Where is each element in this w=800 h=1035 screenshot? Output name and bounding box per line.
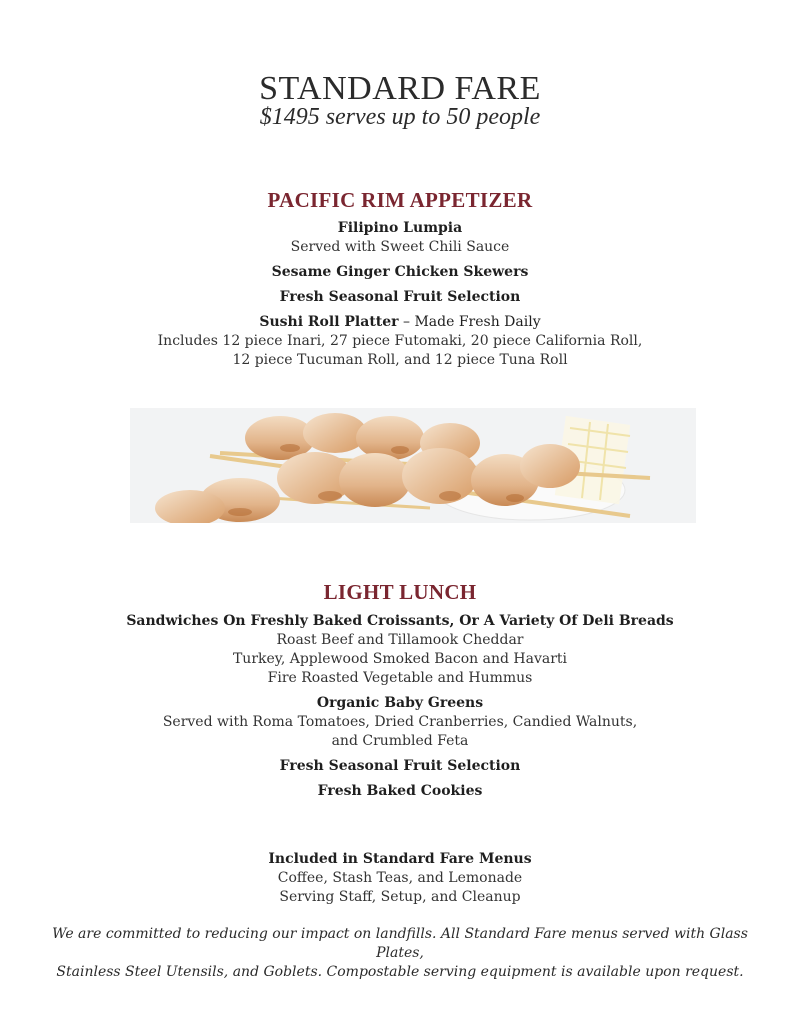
- included-line-2: Serving Staff, Setup, and Cleanup: [279, 889, 521, 905]
- included-block: [0, 850, 800, 907]
- appetizer-items: [0, 219, 800, 370]
- greens-line-1: Served with Roma Tomatoes, Dried Cranberries, Candied Walnuts,: [162, 714, 638, 730]
- cookies-title: Fresh Baked Cookies: [317, 783, 483, 799]
- sustainability-note: [30, 925, 770, 982]
- lunch-items: [0, 612, 800, 801]
- sandwich-option-1: Roast Beef and Tillamook Cheddar: [276, 632, 524, 648]
- sustainability-line-2: Stainless Steel Utensils, and Goblets. Compostable serving equipment is available upon request.: [56, 964, 744, 980]
- sushi-line-1: Includes 12 piece Inari, 27 piece Futomaki, 20 piece California Roll,: [157, 333, 643, 349]
- sandwich-title: Sandwiches On Freshly Baked Croissants, Or A Variety Of Deli Breads: [126, 613, 674, 629]
- sushi-line-2: 12 piece Tucuman Roll, and 12 piece Tuna Roll: [232, 352, 568, 368]
- included-line-1: Coffee, Stash Teas, and Lemonade: [277, 870, 523, 886]
- lumpia-title: Filipino Lumpia: [337, 220, 463, 236]
- lunch-fruit-title: Fresh Seasonal Fruit Selection: [279, 758, 521, 774]
- greens-title: Organic Baby Greens: [316, 695, 484, 711]
- appetizer-heading: PACIFIC RIM APPETIZER: [267, 188, 533, 212]
- lunch-heading: LIGHT LUNCH: [323, 580, 477, 604]
- skewers-title: Sesame Ginger Chicken Skewers: [271, 264, 529, 280]
- included-title: Included in Standard Fare Menus: [268, 851, 532, 867]
- sandwich-option-2: Turkey, Applewood Smoked Bacon and Havarti: [232, 651, 568, 667]
- sustainability-line-1: We are committed to reducing our impact on landfills. All Standard Fare menus served with Glass Plates,: [52, 926, 748, 961]
- appetizer-fruit-title: Fresh Seasonal Fruit Selection: [279, 289, 521, 305]
- sandwich-option-3: Fire Roasted Vegetable and Hummus: [267, 670, 533, 686]
- greens-line-2: and Crumbled Feta: [331, 733, 469, 749]
- chicken-skewers-photo: [130, 408, 696, 523]
- sushi-suffix: – Made Fresh Daily: [398, 314, 541, 330]
- chicken-skewers-image: [130, 408, 696, 523]
- lumpia-desc: Served with Sweet Chili Sauce: [290, 239, 510, 255]
- page-title: STANDARD FARE: [259, 70, 541, 107]
- price-subtitle: $1495 serves up to 50 people: [259, 104, 541, 130]
- sushi-title: Sushi Roll Platter: [259, 314, 399, 330]
- sushi-heading-line: [0, 313, 800, 332]
